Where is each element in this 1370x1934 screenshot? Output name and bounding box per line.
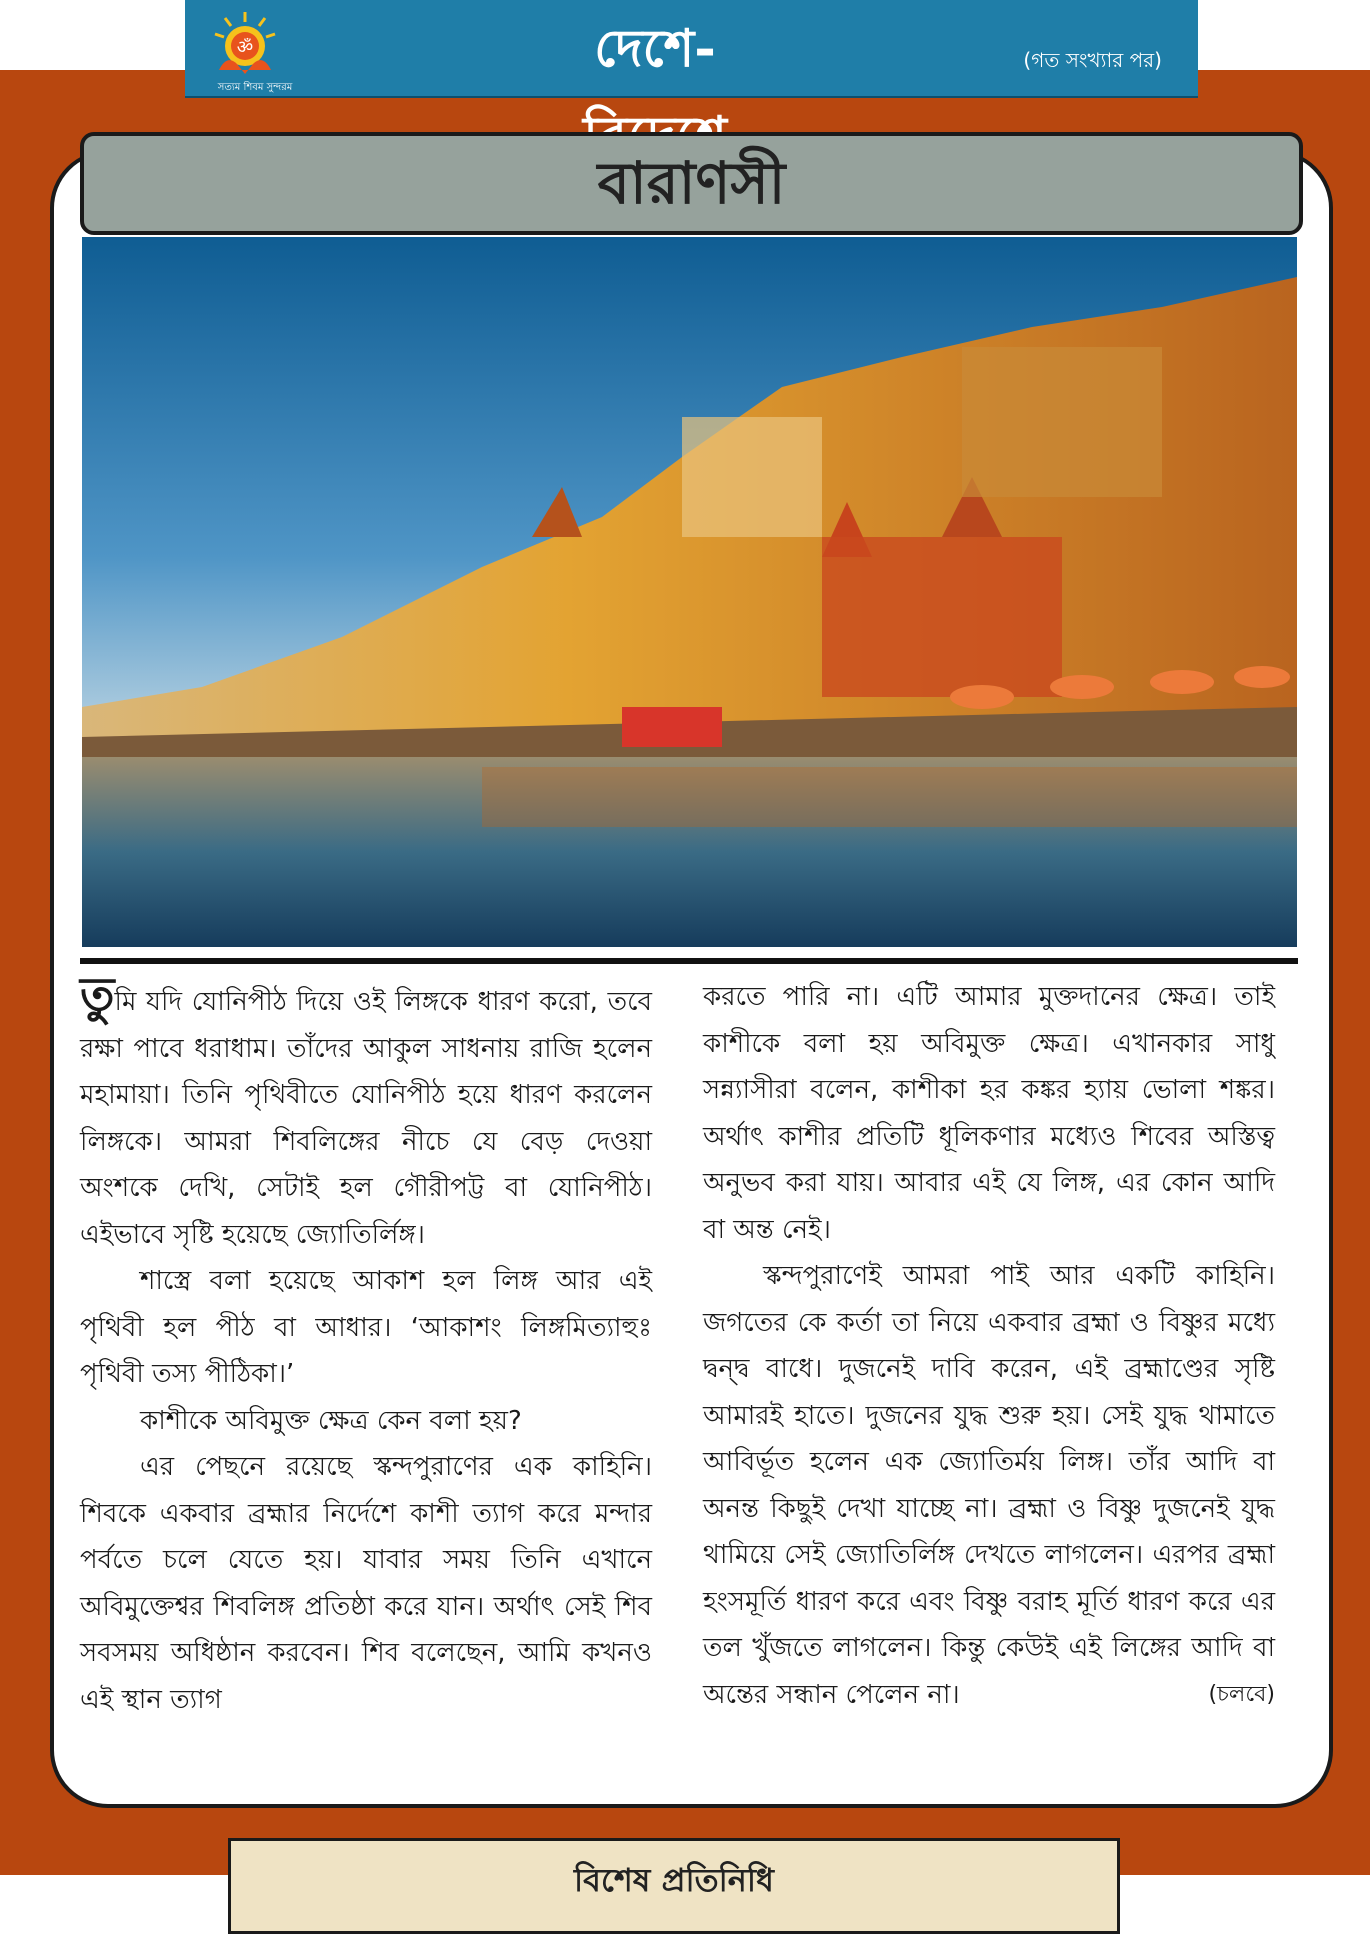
article-column-right xyxy=(703,974,1275,1774)
article-title-box xyxy=(80,132,1303,235)
article-column-left xyxy=(80,967,653,1774)
section-title: দেশে- xyxy=(594,18,716,79)
paragraph-text: মি যদি যোনিপীঠ দিয়ে ওই লিঙ্গকে ধারণ করো, তবে রক্ষা পাবে ধরাধাম। তাঁদের আকুল সাধনায় রাজি হলেন মহামায়া। তিনি পৃথিবীতে যোনিপীঠ হয়ে ধারণ করলেন লিঙ্গকে। আমরা শিবলিঙ্গের নীচে যে বেড় দেওয়া অংশকে দেখি, সেটাই হল গৌরীপট্ট বা যোনিপীঠ। এইভাবে সৃষ্টি হয়েছে জ্যোতির্লিঙ্গ। xyxy=(80,987,652,1250)
svg-text:ॐ: ॐ xyxy=(236,37,254,58)
subheading-question: কাশীকে অবিমুক্ত ক্ষেত্র কেন বলা হয়? xyxy=(140,1405,522,1436)
magazine-logo xyxy=(205,6,293,93)
divider-rule xyxy=(80,958,1298,964)
byline: বিশেষ প্রতিনিধি xyxy=(574,1861,774,1899)
drop-cap: তু xyxy=(80,967,115,1021)
paragraph: করতে পারি না। এটি আমার মুক্তদানের ক্ষেত্র। তাই কাশীকে বলা হয় অবিমুক্ত ক্ষেত্র। এখানকার সাধু সন্ন্যাসীরা বলেন, কাশীকা হর কঙ্কর হ্যায় ভোলা শঙ্কর। অর্থাৎ কাশীর প্রতিটি ধূলিকণার মধ্যেও শিবের অস্তিত্ব অনুভব করা যায়। আবার এই যে লিঙ্গ, এর কোন আদি বা অন্ত নেই। xyxy=(703,982,1275,1245)
paragraph xyxy=(703,1253,1275,1718)
article-title: বারাণসী xyxy=(597,149,786,217)
continuation-note: (গত সংখ্যার পর) xyxy=(1023,48,1162,72)
om-sun-icon xyxy=(205,6,285,82)
logo-caption: সত্যম শিবম সুন্দরম xyxy=(217,82,293,93)
paragraph xyxy=(80,967,652,1258)
continued-marker: (চলবে) xyxy=(1208,1681,1275,1707)
paragraph: শাস্ত্রে বলা হয়েছে আকাশ হল লিঙ্গ আর এই পৃথিবী হল পীঠ বা আধার। ‘আকাশং লিঙ্গমিত্যাহুঃ পৃথিবী তস্য পীঠিকা।’ xyxy=(80,1266,653,1389)
paragraph: এর পেছনে রয়েছে স্কন্দপুরাণের এক কাহিনি। শিবকে একবার ব্রহ্মার নির্দেশে কাশী ত্যাগ করে মন্দার পর্বতে চলে যেতে হয়। যাবার সময় তিনি এখানে অবিমুক্তেশ্বর শিবলিঙ্গ প্রতিষ্ঠা করে যান। অর্থাৎ সেই শিব সবসময় অধিষ্ঠান করবেন। শিব বলেছেন, আমি কখনও এই স্থান ত্যাগ xyxy=(80,1452,652,1715)
paragraph-text: স্কন্দপুরাণেই আমরা পাই আর একটি কাহিনি। জগতের কে কর্তা তা নিয়ে একবার ব্রহ্মা ও বিষ্ণুর মধ্যে দ্বন্দ্ব বাধে। দুজনেই দাবি করেন, এই ব্রহ্মাণ্ডের সৃষ্টি আমারই হাতে। দুজনের যুদ্ধ শুরু হয়। সেই যুদ্ধ থামাতে আবির্ভূত হলেন এক জ্যোতির্ময় লিঙ্গ। তাঁর আদি বা অনন্ত কিছুই দেখা যাচ্ছে না। ব্রহ্মা ও বিষ্ণু দুজনেই যুদ্ধ থামিয়ে সেই জ্যোতির্লিঙ্গ দেখতে লাগলেন। এরপর ব্রহ্মা হংসমূর্তি ধারণ করে এবং বিষ্ণু বরাহ মূর্তি ধারণ করে এর তল খুঁজতে লাগলেন। কিন্তু কেউই এই লিঙ্গের আদি বা অন্তের সন্ধান পেলেন না। xyxy=(703,1261,1275,1710)
section-header xyxy=(185,0,1198,96)
varanasi-ghats-photo xyxy=(82,237,1297,947)
